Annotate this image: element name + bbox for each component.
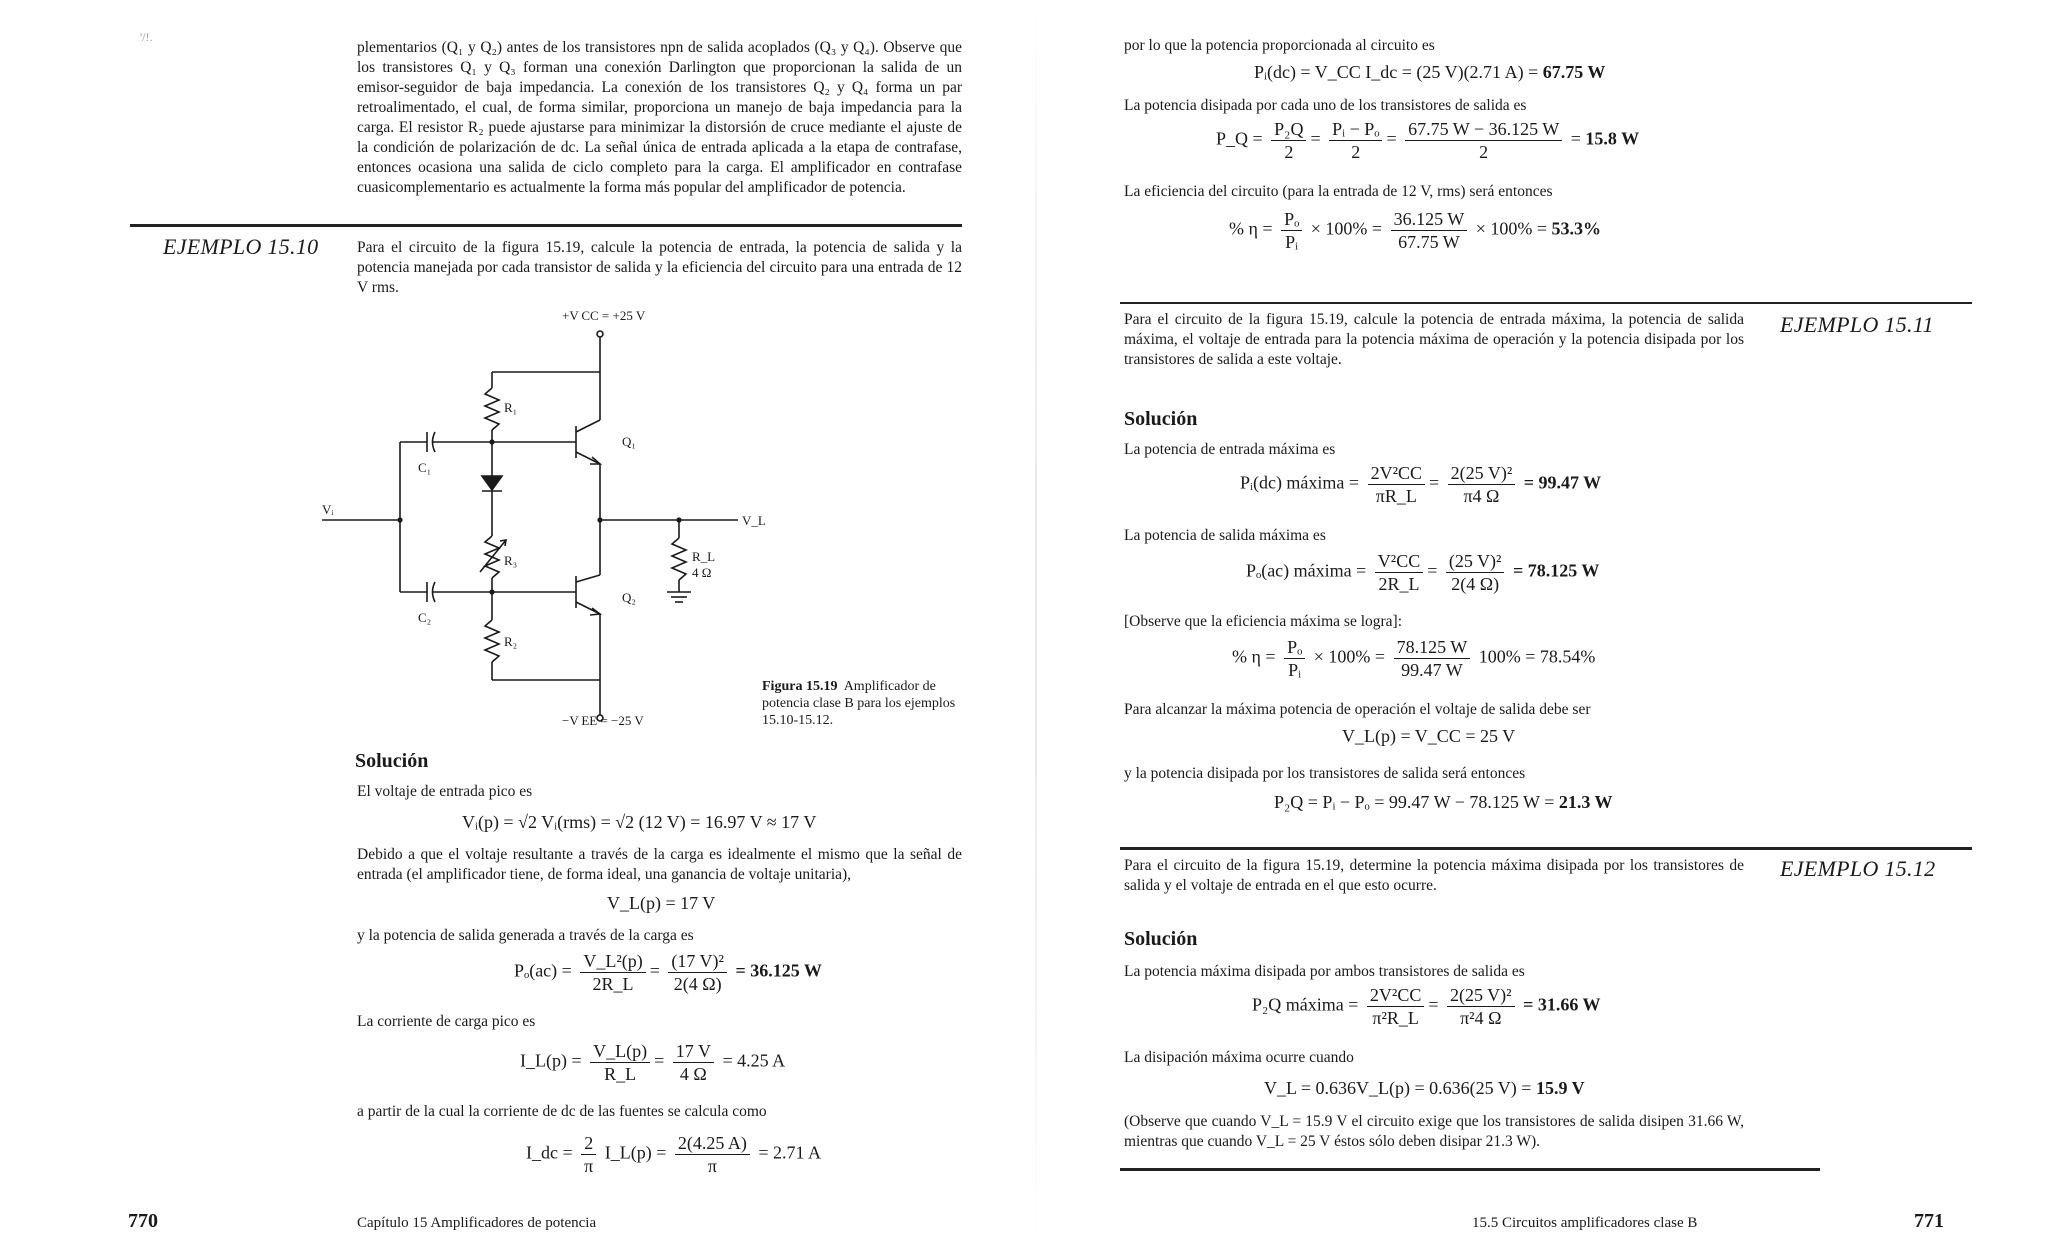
page-number-left: 770	[128, 1210, 158, 1232]
equation-max-output-power: Pₒ(ac) máxima = $\frac{\text{V²CC}}{2R\_L}$ = $\frac{\text{(25 V)²}}{2(4 \Omega)}$ = 78.125 W	[1246, 551, 1600, 594]
equation-max-input-power: Pᵢ(dc) máxima = $\frac{\text{2V²CC}}{\pi R\_L}$ = $\frac{\text{2(25 V)²}}{\pi 4 \Omega}$ = 99.47 W	[1240, 463, 1602, 506]
figure-caption-label: Figura 15.19	[762, 679, 838, 694]
equation-max-efficiency: % η = $\frac{\text{Pₒ}}{\text{Pᵢ}}$ × 100% = $\frac{78.125 W}{99.47 W}$ 100% = 78.54%	[1232, 637, 1596, 680]
solution-11-heading: Solución	[1124, 408, 1198, 430]
solution-line-5: a partir de la cual la corriente de dc de las fuentes se calcula como	[357, 1103, 767, 1120]
running-head-left: Capítulo 15 Amplificadores de potencia	[357, 1215, 597, 1231]
equation-max-dissipation: P₂Q máxima = $\frac{\text{2V²CC}}{\text{π²R\_L}}$ = $\frac{\text{2(25 V)²}}{\text{π²4 Ω}}$ = 31.66 W	[1252, 985, 1601, 1028]
vee-label: −V EE = −25 V	[562, 713, 644, 728]
figure-caption	[762, 678, 972, 729]
r1-label: R₁	[504, 400, 518, 415]
rl-label: R_L	[692, 549, 716, 564]
example-divider	[130, 224, 962, 227]
equation-load-current: I_L(p) = $\frac{V\_L(p)}{R\_L}$ = $\frac{17 V}{4 \Omega}$ = 4.25 A	[520, 1041, 786, 1084]
right-line-3: La eficiencia del circuito (para la entrada de 12 V, rms) será entonces	[1124, 183, 1553, 200]
equation-vi-peak: Vᵢ(p) = √2 Vᵢ(rms) = √2 (12 V) = 16.97 V ≈ 17 V	[462, 812, 817, 832]
solution-12-line-1: La potencia máxima disipada por ambos transistores de salida es	[1124, 963, 1525, 980]
equation-max-output-voltage: V_L(p) = V_CC = 25 V	[1342, 726, 1516, 746]
right-page	[1024, 0, 2048, 1244]
circuit-diagram	[322, 300, 766, 730]
vi-label: Vᵢ	[322, 502, 334, 517]
r3-label: R₃	[504, 553, 518, 568]
running-head-right: 15.5 Circuitos amplificadores clase B	[1472, 1215, 1698, 1231]
vcc-label: +V CC = +25 V	[562, 308, 646, 323]
margin-mark: '/!.	[140, 30, 153, 44]
equation-dissipation-voltage: V_L = 0.636V_L(p) = 0.636(25 V) = 15.9 V	[1264, 1078, 1585, 1098]
example-15-11-text: Para el circuito de la figura 15.19, calcule la potencia de entrada máxima, la potencia de salida máxima, el voltaje de entrada para la potencia máxima de operación y la potencia disipada por los transistores de salida a este voltaje.	[1124, 311, 1744, 368]
vl-label: V_L	[742, 513, 766, 528]
solution-12-heading: Solución	[1124, 928, 1198, 950]
q2-label: Q₂	[622, 590, 636, 605]
right-line-1: por lo que la potencia proporcionada al circuito es	[1124, 37, 1435, 54]
right-line-2: La potencia disipada por cada uno de los transistores de salida es	[1124, 97, 1527, 114]
solution-line-3: y la potencia de salida generada a través de la carga es	[357, 927, 694, 944]
solution-line-4: La corriente de carga pico es	[357, 1013, 536, 1030]
c1-label: C₁	[418, 460, 432, 475]
solution-11-line-4: Para alcanzar la máxima potencia de operación el voltaje de salida debe ser	[1124, 701, 1591, 718]
page-number-right: 771	[1914, 1210, 1944, 1232]
equation-transistor-power: P_Q = $\frac{\text{P₂Q}}{2}$ = $\frac{\text{Pᵢ − Pₒ}}{2}$ = $\frac{67.75 W - 36.125 W}{2}$ = 15.8 W	[1216, 119, 1640, 162]
c2-label: C₂	[418, 610, 432, 625]
example-15-11-divider	[1120, 302, 1972, 304]
solution-11-line-1: La potencia de entrada máxima es	[1124, 441, 1336, 458]
example-15-12-text: Para el circuito de la figura 15.19, determine la potencia máxima disipada por los transistores de salida y el voltaje de entrada en el que esto ocurre.	[1124, 857, 1744, 894]
solution-11-line-2: La potencia de salida máxima es	[1124, 527, 1326, 544]
intro-paragraph: plementarios (Q₁ y Q₂) antes de los transistores npn de salida acoplados (Q₃ y Q₄). Observe que los transistores Q₁ y Q₃ forman una conexión Darlington que proporcionan la salida de un emisor-seguidor de baja impedancia. La conexión de los transistores Q₂ y Q₄ forma un par retroalimentado, el cual, de forma similar, proporciona un manejo de baja impedancia para la carga. El resistor R₂ puede ajustarse para minimizar la distorsión de cruce mediante el ajuste de la condición de polarización de dc. La señal única de entrada aplicada a la etapa de contrafase, entonces ocasiona una salida de ciclo completo para la carga. El amplificador en contrafase cuasicomplementario es actualmente la forma más popular del amplificador de potencia.	[357, 39, 962, 196]
example-15-10-text: Para el circuito de la figura 15.19, calcule la potencia de entrada, la potencia de salida y la potencia manejada por cada transistor de salida y la eficiencia del circuito para una entrada de 12 V rms.	[357, 239, 962, 296]
solution-heading: Solución	[355, 750, 429, 772]
equation-input-power: Pᵢ(dc) = V_CC I_dc = (25 V)(2.71 A) = 67.75 W	[1254, 62, 1606, 82]
q1-label: Q₁	[622, 434, 636, 449]
example-15-11-label: EJEMPLO 15.11	[1780, 312, 1934, 337]
figure-caption-text: Amplificador de potencia clase B para los ejemplos 15.10-15.12.	[762, 679, 956, 728]
example-15-12-label: EJEMPLO 15.12	[1780, 856, 1936, 881]
solution-line-1: El voltaje de entrada pico es	[357, 783, 533, 800]
equation-dc-current: I_dc = $\frac{2}{\pi}$ I_L(p) = $\frac{2(4.25 A)}{\pi}$ = 2.71 A	[526, 1133, 822, 1176]
rl-value: 4 Ω	[692, 565, 712, 580]
bottom-divider	[1120, 1168, 1820, 1171]
equation-dissipated-power: P₂Q = Pᵢ − Pₒ = 99.47 W − 78.125 W = 21.3 W	[1274, 792, 1613, 812]
example-15-12-divider	[1120, 847, 1972, 850]
solution-12-line-2: La disipación máxima ocurre cuando	[1124, 1049, 1354, 1066]
solution-11-line-5: y la potencia disipada por los transistores de salida será entonces	[1124, 765, 1526, 782]
equation-output-power: Pₒ(ac) = $\frac{\text{V\_L²(p)}}{2R\_L}$ = $\frac{\text{(17 V)²}}{2(4 \Omega)}$ = 36.125 W	[514, 951, 822, 994]
solution-line-2: Debido a que el voltaje resultante a través de la carga es idealmente el mismo que la señal de entrada (el amplificador tiene, de forma ideal, una ganancia de voltaje unitaria),	[357, 846, 962, 883]
r2-label: R₂	[504, 634, 518, 649]
solution-11-line-3: [Observe que la eficiencia máxima se logra]:	[1124, 613, 1403, 630]
equation-efficiency: % η = $\frac{\text{Pₒ}}{\text{Pᵢ}}$ × 100% = $\frac{36.125 W}{67.75 W}$ × 100% = 53.3%	[1229, 209, 1602, 252]
example-15-10-label: EJEMPLO 15.10	[163, 234, 319, 259]
solution-12-note: (Observe que cuando V_L = 15.9 V el circuito exige que los transistores de salida disipen 31.66 W, mientras que cuando V_L = 25 V éstos sólo deben disipar 21.3 W).	[1124, 1113, 1744, 1150]
equation-vl-peak: V_L(p) = 17 V	[607, 893, 716, 913]
